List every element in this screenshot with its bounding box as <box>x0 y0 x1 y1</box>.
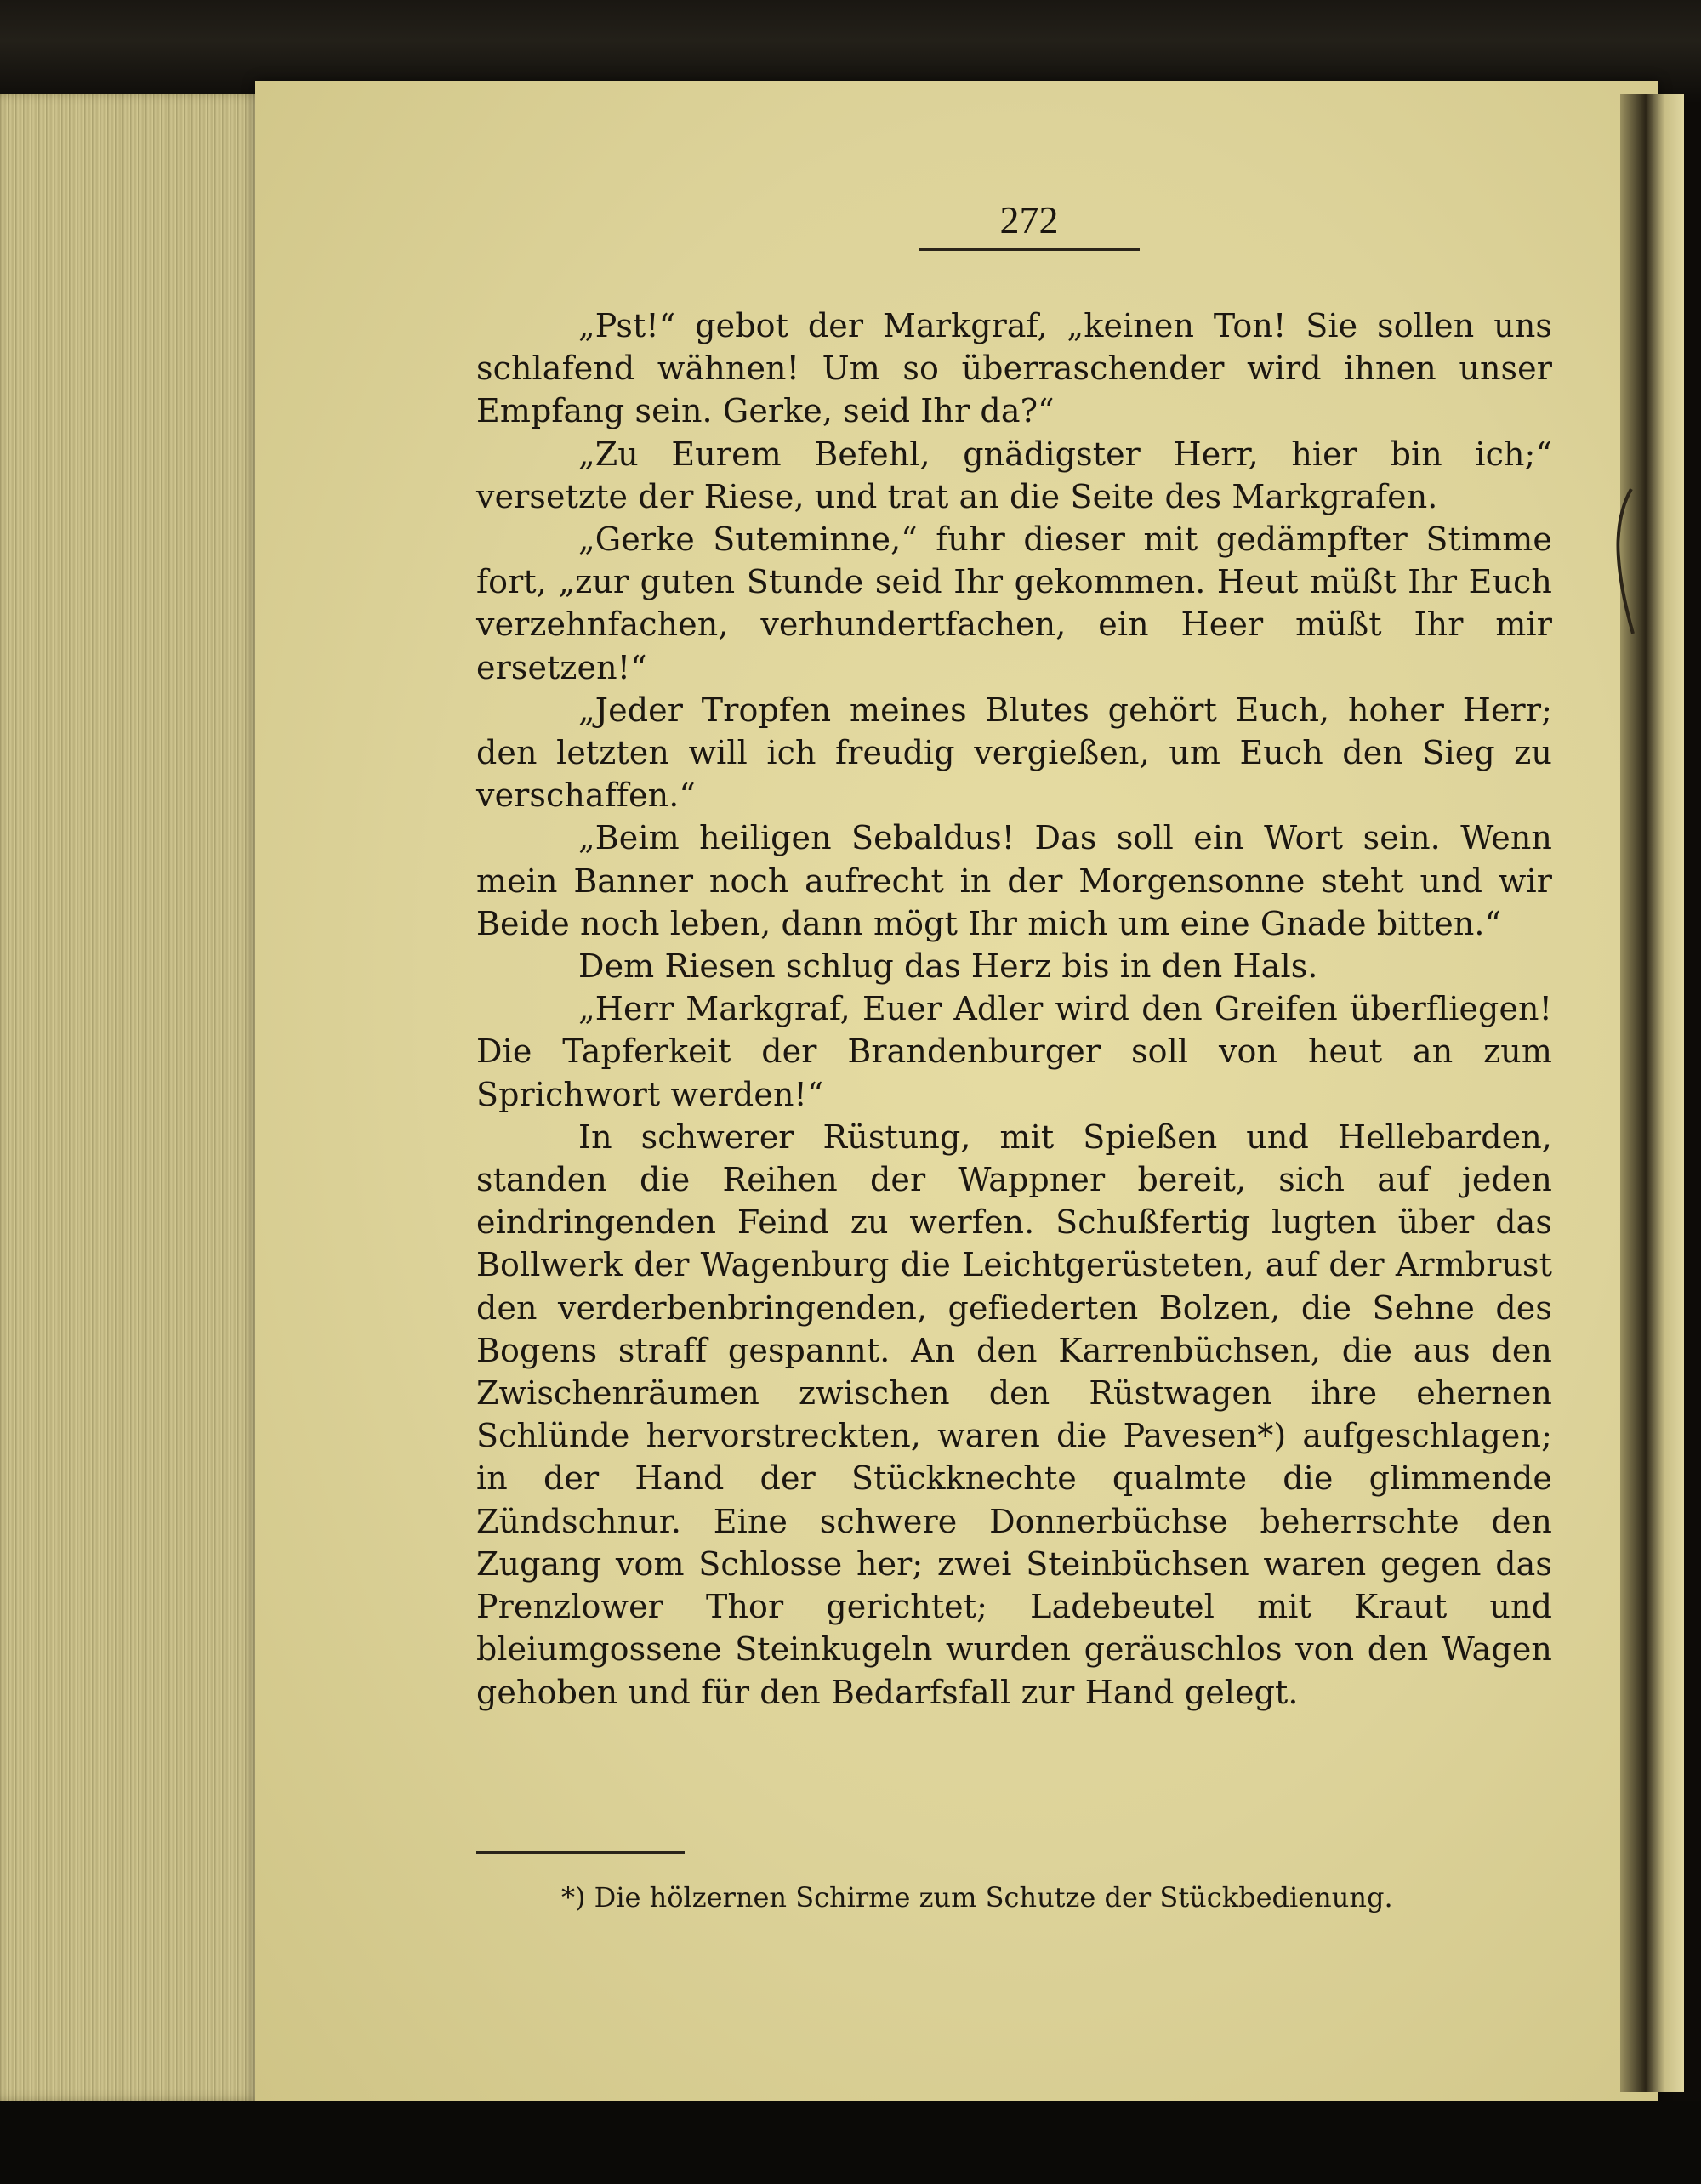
page-stack-edges <box>0 94 285 2101</box>
paragraph: „Jeder Tropfen meines Blutes gehört Euch, hoher Herr; den letzten will ich freudig vergießen, um Euch den Sieg zu verschaffen.“ <box>476 691 1552 815</box>
paragraph: „Zu Eurem Befehl, gnädigster Herr, hier bin ich;“ versetzte der Riese, und trat an die Seite des Markgrafen. <box>476 435 1552 515</box>
paragraph: „Gerke Suteminne,“ fuhr dieser mit gedämpfter Stimme fort, „zur guten Stunde seid Ihr gekommen. Heut müßt Ihr Euch verzehnfachen, verhundertfachen, ein Heer müßt Ihr mir ersetzen!“ <box>476 520 1552 686</box>
paragraph: In schwerer Rüstung, mit Spießen und Hellebarden, standen die Reihen der Wappner bereit, sich auf jeden eindringenden Feind zu werfen. Schußfertig lugten über das Bollwerk der Wagenburg die Leichtgerüsteten, auf der Armbrust den verderbenbringenden, gefiederten Bolzen, die Sehne des Bogens straff gespannt. An den Karrenbüchsen, die aus den Zwischenräumen zwischen den Rüstwagen ihre ehernen Schlünde hervorstreckten, waren die Pavesen*) aufgeschlagen; in der Hand der Stückknechte qualmte die glimmende Zündschnur. Eine schwere Donnerbüchse beherrschte den Zugang vom Schlosse her; zwei Steinbüchsen waren gegen das Prenzlower Thor gerichtet; Ladebeutel mit Kraut und bleiumgossene Steinkugeln wurden geräuschlos von den Wagen gehoben und für den Bedarfsfall zur Hand gelegt. <box>476 1118 1552 1711</box>
background-bottom <box>0 2101 1701 2184</box>
paragraph: „Pst!“ gebot der Markgraf, „keinen Ton! Sie sollen uns schlafend wähnen! Um so überraschender wird ihnen unser Empfang sein. Gerke, seid Ihr da?“ <box>476 307 1552 430</box>
pencil-mark <box>1607 485 1641 638</box>
paragraph: „Herr Markgraf, Euer Adler wird den Greifen überfliegen! Die Tapferkeit der Brandenburger soll von heut an zum Sprichwort werden!“ <box>476 990 1552 1113</box>
footnote-rule <box>476 1851 685 1854</box>
book-gutter <box>1620 94 1684 2092</box>
footnote: *) Die hölzernen Schirme zum Schutze der Stückbedienung. <box>561 1881 1393 1914</box>
header-rule <box>919 248 1140 251</box>
paragraph: Dem Riesen schlug das Herz bis in den Hals. <box>578 947 1318 986</box>
page-number: 272 <box>999 198 1059 242</box>
body-text <box>476 304 1552 1714</box>
paragraph: „Beim heiligen Sebaldus! Das soll ein Wort sein. Wenn mein Banner noch aufrecht in der Morgensonne steht und wir Beide noch leben, dann mögt Ihr mich um eine Gnade bitten.“ <box>476 819 1552 942</box>
